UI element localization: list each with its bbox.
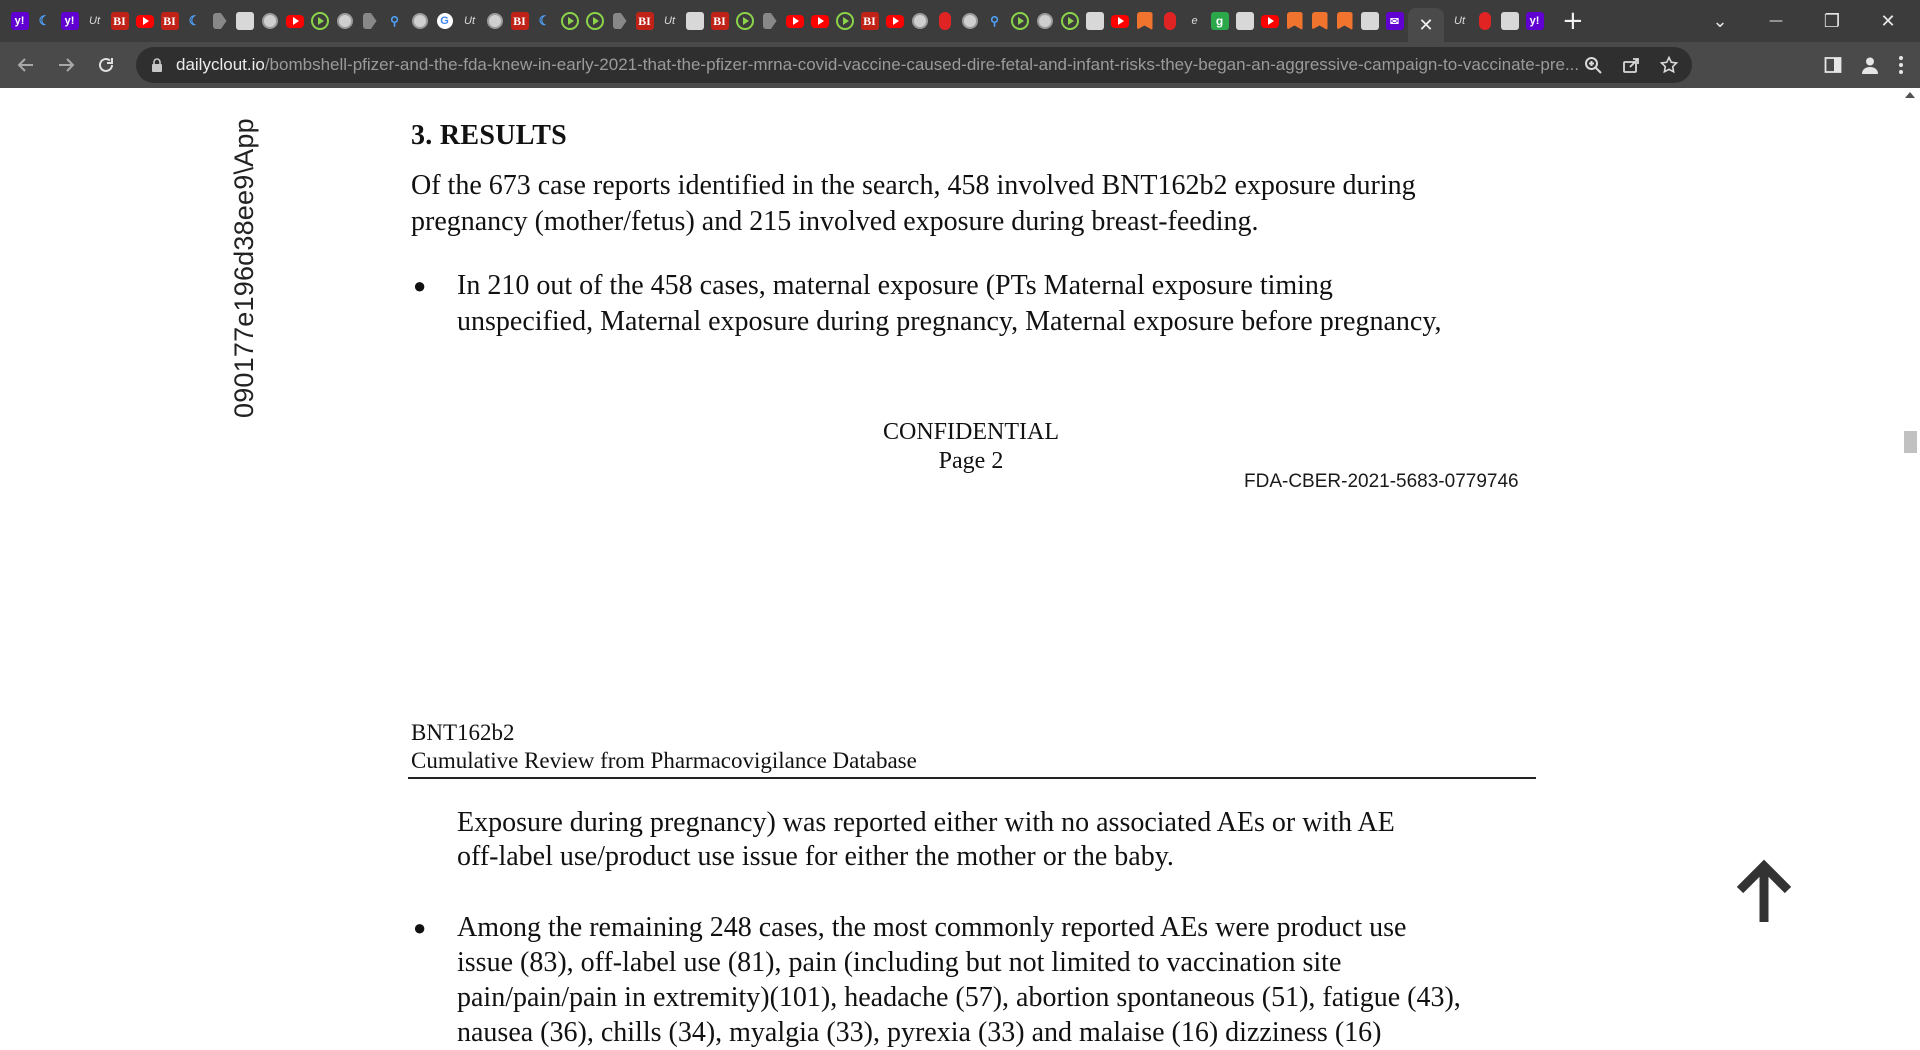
new-tab-button[interactable]: +	[1562, 6, 1584, 36]
running-header-product: BNT162b2	[411, 720, 515, 745]
tab-book[interactable]	[1308, 9, 1331, 33]
tab-globe[interactable]	[958, 9, 981, 33]
tab-ut[interactable]	[1448, 9, 1471, 33]
bullet-line: nausea (36), chills (34), myalgia (33), pyrexia (33) and malaise (16) dizziness (16)	[457, 1017, 1382, 1048]
results-intro	[411, 168, 1531, 240]
tab-play[interactable]	[1058, 9, 1081, 33]
search-favicon-icon: ⚲	[990, 14, 999, 28]
back-arrow-icon	[16, 55, 36, 75]
address-bar[interactable]	[136, 47, 1692, 83]
bullet-line: unspecified, Maternal exposure during pregnancy, Maternal exposure before pregnancy,	[457, 306, 1442, 337]
img-favicon-icon	[1236, 12, 1254, 30]
tab-ut[interactable]	[658, 9, 681, 33]
scroll-to-top-arrow-icon[interactable]	[1734, 858, 1794, 928]
chevron-down-icon: ⌄	[1712, 10, 1728, 32]
globe-favicon-icon	[262, 13, 278, 29]
tab-bi[interactable]	[858, 9, 881, 33]
tab-yt[interactable]	[1258, 9, 1281, 33]
url-path: /bombshell-pfizer-and-the-fda-knew-in-early-2021-that-the-pfizer-mrna-covid-vaccine-caused-dire-fetal-and-infant-risks-they-began-an-aggressive-campaign-to-vaccinate-pre...	[264, 55, 1580, 74]
tab-ut[interactable]	[458, 9, 481, 33]
window-close-button[interactable]	[1860, 0, 1916, 42]
tab-book[interactable]	[1283, 9, 1306, 33]
arrow-favicon-icon	[763, 13, 777, 29]
tab-moon[interactable]	[533, 9, 556, 33]
page-footer	[700, 418, 1242, 476]
gg-favicon-icon: G	[437, 13, 453, 29]
section-heading: 3. RESULTS	[411, 120, 568, 151]
tab-yt[interactable]	[283, 9, 306, 33]
tab-bi[interactable]	[508, 9, 531, 33]
bullet-item	[411, 910, 1541, 1050]
tab-moon[interactable]	[183, 9, 206, 33]
moon-favicon-icon: ☾	[538, 13, 551, 28]
tab-play[interactable]	[1008, 9, 1031, 33]
tab-globe[interactable]	[908, 9, 931, 33]
img-favicon-icon	[236, 12, 254, 30]
tab-bi[interactable]	[708, 9, 731, 33]
tab-list-trailing	[1448, 0, 1548, 42]
yahoo-favicon-icon: y!	[11, 12, 29, 30]
bi-favicon-icon: BI	[861, 12, 879, 30]
tab-yahoo[interactable]	[58, 9, 81, 33]
globe-favicon-icon	[1037, 13, 1053, 29]
bullet-line: pain/pain/pain in extremity)(101), headache (57), abortion spontaneous (51), fatigue (43),	[457, 982, 1461, 1013]
tab-red[interactable]	[933, 9, 956, 33]
side-panel-icon[interactable]	[1824, 56, 1842, 74]
running-header-title: Cumulative Review from Pharmacovigilance Database	[411, 748, 917, 773]
bullet-line: issue (83), off-label use (81), pain (including but not limited to vaccination site	[457, 947, 1342, 978]
back-button[interactable]	[6, 45, 46, 85]
tab-search[interactable]	[383, 9, 406, 33]
play-favicon-icon	[1011, 12, 1029, 30]
profile-icon[interactable]	[1860, 55, 1880, 75]
toolbar	[0, 42, 1920, 88]
play-favicon-icon	[311, 12, 329, 30]
tab-play[interactable]	[308, 9, 331, 33]
url-host: dailyclout.io	[176, 55, 265, 74]
red-favicon-icon	[939, 12, 951, 30]
page-number: Page 2	[938, 448, 1004, 474]
tab-list	[8, 0, 1408, 42]
forward-arrow-icon	[56, 55, 76, 75]
img-favicon-icon	[686, 12, 704, 30]
tab-strip	[0, 0, 1920, 42]
bullet-icon: ●	[413, 915, 427, 940]
play-favicon-icon	[561, 12, 579, 30]
ut-favicon-icon: Ut	[89, 15, 100, 27]
tab-globe[interactable]	[408, 9, 431, 33]
arrow-favicon-icon	[213, 13, 227, 29]
bi-favicon-icon: BI	[161, 12, 179, 30]
intro-line: pregnancy (mother/fetus) and 215 involved exposure during breast-feeding.	[411, 206, 1259, 237]
img-favicon-icon	[1501, 12, 1519, 30]
restore-button[interactable]	[1804, 0, 1860, 42]
yt-favicon-icon	[886, 15, 904, 28]
tab-yt[interactable]	[783, 9, 806, 33]
tab-arrow[interactable]	[358, 9, 381, 33]
yahoo-favicon-icon: ✉	[1386, 12, 1404, 30]
tab-active[interactable]	[1408, 8, 1444, 42]
menu-kebab-icon[interactable]	[1898, 55, 1904, 75]
tab-play[interactable]	[833, 9, 856, 33]
green-favicon-icon: g	[1211, 12, 1229, 30]
url-text[interactable]	[176, 55, 1666, 75]
bullet-item	[411, 268, 1541, 340]
tab-yt[interactable]	[133, 9, 156, 33]
yt-favicon-icon	[1261, 15, 1279, 28]
tab-green[interactable]	[1208, 9, 1231, 33]
arrow-favicon-icon	[613, 13, 627, 29]
bi-favicon-icon: BI	[511, 12, 529, 30]
tab-arrow[interactable]	[608, 9, 631, 33]
book-favicon-icon	[1287, 12, 1303, 30]
tab-search-button[interactable]	[1692, 0, 1748, 42]
tab-book[interactable]	[1333, 9, 1356, 33]
globe-favicon-icon	[412, 13, 428, 29]
restore-icon: ❐	[1823, 10, 1841, 32]
book-favicon-icon	[1312, 12, 1328, 30]
ut-favicon-icon: Ut	[464, 15, 475, 27]
yt-favicon-icon	[811, 15, 829, 28]
minimize-button[interactable]	[1748, 0, 1804, 42]
tab-bi[interactable]	[108, 9, 131, 33]
intro-line: Of the 673 case reports identified in the search, 458 involved BNT162b2 exposure during	[411, 170, 1416, 201]
play-favicon-icon	[836, 12, 854, 30]
document-page	[0, 88, 1900, 1048]
tab-bi[interactable]	[158, 9, 181, 33]
tab-yahoo[interactable]	[1383, 9, 1406, 33]
moon-favicon-icon: ☾	[188, 13, 201, 28]
tab-arrow[interactable]	[758, 9, 781, 33]
ut-favicon-icon: Ut	[664, 15, 675, 27]
yt-favicon-icon	[786, 15, 804, 28]
tab-moon[interactable]	[33, 9, 56, 33]
scrollbar[interactable]	[1900, 88, 1920, 1020]
tab-gg[interactable]	[433, 9, 456, 33]
tab-book[interactable]	[1133, 9, 1156, 33]
search-favicon-icon: ⚲	[390, 14, 399, 28]
ut-favicon-icon: e	[1191, 15, 1198, 27]
globe-favicon-icon	[962, 13, 978, 29]
arrow-favicon-icon	[363, 13, 377, 29]
reload-button[interactable]	[86, 45, 126, 85]
close-icon[interactable]: ✕	[1418, 14, 1434, 36]
yt-favicon-icon	[286, 15, 304, 28]
bullet-line: Among the remaining 248 cases, the most commonly reported AEs were product use	[457, 912, 1407, 943]
header-rule	[408, 777, 1536, 779]
tab-play[interactable]	[733, 9, 756, 33]
play-favicon-icon	[586, 12, 604, 30]
tab-img[interactable]	[233, 9, 256, 33]
scroll-up-arrow-icon[interactable]	[1905, 92, 1915, 98]
share-icon[interactable]	[1622, 56, 1640, 74]
tab-red[interactable]	[1473, 9, 1496, 33]
scrollbar-thumb[interactable]	[1904, 431, 1917, 453]
img-favicon-icon	[1361, 12, 1379, 30]
zoom-icon[interactable]	[1584, 56, 1602, 74]
tab-yahoo[interactable]	[8, 9, 31, 33]
yt-favicon-icon	[1111, 15, 1129, 28]
tab-yahoo[interactable]	[1523, 9, 1546, 33]
tab-globe[interactable]	[258, 9, 281, 33]
tab-img[interactable]	[1233, 9, 1256, 33]
bi-favicon-icon: BI	[711, 12, 729, 30]
book-favicon-icon	[1337, 12, 1353, 30]
tab-globe[interactable]	[333, 9, 356, 33]
reload-icon	[96, 55, 116, 75]
bates-number: FDA-CBER-2021-5683-0779746	[1244, 471, 1519, 492]
tab-search[interactable]	[983, 9, 1006, 33]
tab-red[interactable]	[1158, 9, 1181, 33]
tab-ut[interactable]	[1183, 9, 1206, 33]
tab-img[interactable]	[683, 9, 706, 33]
bookmark-star-icon[interactable]	[1660, 56, 1678, 74]
globe-favicon-icon	[337, 13, 353, 29]
bi-favicon-icon: BI	[636, 12, 654, 30]
play-favicon-icon	[1061, 12, 1079, 30]
tab-ut[interactable]	[83, 9, 106, 33]
tab-play[interactable]	[583, 9, 606, 33]
globe-favicon-icon	[912, 13, 928, 29]
tab-globe[interactable]	[483, 9, 506, 33]
minimize-icon: —	[1769, 13, 1783, 29]
yt-favicon-icon	[136, 15, 154, 28]
bullet-icon: ●	[413, 273, 427, 298]
globe-favicon-icon	[487, 13, 503, 29]
yahoo-favicon-icon: y!	[1526, 12, 1544, 30]
continuation-line: off-label use/product use issue for either the mother or the baby.	[457, 841, 1174, 872]
img-favicon-icon	[1086, 12, 1104, 30]
yahoo-favicon-icon: y!	[61, 12, 79, 30]
bullet-continuation	[457, 806, 1547, 874]
tab-play[interactable]	[558, 9, 581, 33]
play-favicon-icon	[736, 12, 754, 30]
confidential-label: CONFIDENTIAL	[883, 419, 1059, 445]
tab-globe[interactable]	[1033, 9, 1056, 33]
continuation-line: Exposure during pregnancy) was reported either with no associated AEs or with AE	[457, 807, 1395, 838]
tab-img[interactable]	[1358, 9, 1381, 33]
bullet-line: In 210 out of the 458 cases, maternal exposure (PTs Maternal exposure timing	[457, 270, 1333, 301]
tab-arrow[interactable]	[208, 9, 231, 33]
red-favicon-icon	[1479, 12, 1491, 30]
tab-yt[interactable]	[883, 9, 906, 33]
lock-icon[interactable]	[150, 58, 164, 72]
tab-yt[interactable]	[1108, 9, 1131, 33]
moon-favicon-icon: ☾	[38, 13, 51, 28]
document-id: 090177e196d38ee9\App	[229, 118, 259, 418]
forward-button[interactable]	[46, 45, 86, 85]
tab-img[interactable]	[1498, 9, 1521, 33]
close-icon: ✕	[1880, 10, 1896, 32]
tab-bi[interactable]	[633, 9, 656, 33]
bi-favicon-icon: BI	[111, 12, 129, 30]
tab-img[interactable]	[1083, 9, 1106, 33]
ut-favicon-icon: Ut	[1454, 15, 1465, 27]
red-favicon-icon	[1164, 12, 1176, 30]
tab-yt[interactable]	[808, 9, 831, 33]
book-favicon-icon	[1137, 12, 1153, 30]
